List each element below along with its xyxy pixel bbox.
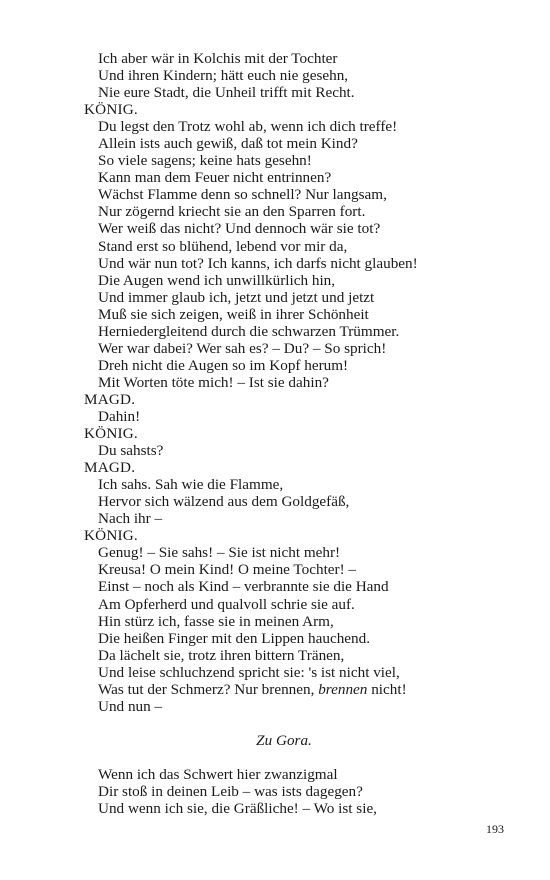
- page-number: 193: [486, 822, 504, 836]
- verse-line: [84, 67, 524, 84]
- verse-line: [84, 203, 524, 220]
- verse-line: [84, 306, 524, 323]
- line-text: Wer weiß das nicht? Und dennoch wär sie tot?: [98, 220, 381, 238]
- verse-line: [84, 544, 524, 561]
- verse-line: [84, 698, 524, 715]
- line-text: Nach ihr –: [98, 510, 163, 528]
- verse-line: [84, 135, 524, 152]
- play-text: [84, 50, 524, 817]
- line-text: Und leise schluchzend spricht sie: 's ist nicht viel,: [98, 663, 400, 681]
- line-text: Wer war dabei? Wer sah es? – Du? – So sprich!: [98, 339, 387, 357]
- verse-line: [84, 118, 524, 135]
- speaker-name: [84, 101, 524, 118]
- verse-line: [84, 152, 524, 169]
- blank-line: [84, 749, 524, 766]
- speaker-name: [84, 391, 524, 408]
- verse-line: [84, 561, 524, 578]
- line-text: Muß sie sich zeigen, weiß in ihrer Schönheit: [98, 305, 369, 323]
- emphasized-word: brennen: [318, 680, 368, 698]
- verse-line: [84, 289, 524, 306]
- line-text: Und wär nun tot? Ich kanns, ich darfs nicht glauben!: [98, 254, 418, 272]
- line-text: Wächst Flamme denn so schnell? Nur langsam,: [98, 186, 387, 204]
- line-text: MAGD.: [84, 459, 136, 477]
- line-text: Hervor sich wälzend aus dem Goldgefäß,: [98, 493, 350, 511]
- verse-line: [84, 800, 524, 817]
- verse-line: [84, 169, 524, 186]
- line-text: Nie eure Stadt, die Unheil trifft mit Recht.: [98, 84, 355, 102]
- verse-line: [84, 681, 524, 698]
- line-text: Nur zögernd kriecht sie an den Sparren fort.: [98, 203, 366, 221]
- verse-line: [84, 596, 524, 613]
- line-text: Einst – noch als Kind – verbrannte sie die Hand: [98, 578, 389, 596]
- line-text: Wenn ich das Schwert hier zwanzigmal: [98, 765, 338, 783]
- line-text: Hin stürz ich, fasse sie in meinen Arm,: [98, 612, 334, 630]
- line-text-end: nicht!: [367, 680, 407, 698]
- verse-line: [84, 664, 524, 681]
- line-text: So viele sagens; keine hats gesehn!: [98, 152, 312, 170]
- verse-line: [84, 578, 524, 595]
- line-text: Genug! – Sie sahs! – Sie ist nicht mehr!: [98, 544, 341, 562]
- verse-line: [84, 357, 524, 374]
- verse-line: [84, 613, 524, 630]
- line-text: Kann man dem Feuer nicht entrinnen?: [98, 169, 332, 187]
- verse-line: [84, 84, 524, 101]
- line-text: Die heißen Finger mit den Lippen hauchend.: [98, 629, 371, 647]
- line-text: Ich aber wär in Kolchis mit der Tochter: [98, 50, 338, 67]
- verse-line: [84, 510, 524, 527]
- line-text: Und nun –: [98, 697, 163, 715]
- line-text: Dreh nicht die Augen so im Kopf herum!: [98, 356, 349, 374]
- verse-line: [84, 220, 524, 237]
- line-text: Was tut der Schmerz? Nur brennen,: [98, 680, 319, 698]
- line-text: Du sahsts?: [98, 442, 164, 460]
- verse-line: [84, 186, 524, 203]
- line-text: Und wenn ich sie, die Gräßliche! – Wo ist sie,: [98, 800, 377, 818]
- line-text: Dir stoß in deinen Leib – was ists dagegen?: [98, 783, 363, 801]
- line-text: KÖNIG.: [84, 527, 138, 545]
- line-text: Die Augen wend ich unwillkürlich hin,: [98, 271, 336, 289]
- line-text: Ich sahs. Sah wie die Flamme,: [98, 476, 284, 494]
- line-text: Und ihren Kindern; hätt euch nie gesehn,: [98, 67, 349, 85]
- line-text: Herniedergleitend durch die schwarzen Trümmer.: [98, 322, 400, 340]
- line-text: Und immer glaub ich, jetzt und jetzt und jetzt: [98, 288, 375, 306]
- line-text: MAGD.: [84, 390, 136, 408]
- blank-line: [84, 715, 524, 732]
- verse-line: [84, 442, 524, 459]
- line-text: Kreusa! O mein Kind! O meine Tochter! –: [98, 561, 357, 579]
- stage-direction: [84, 732, 484, 749]
- verse-line: [84, 493, 524, 510]
- verse-line: [84, 272, 524, 289]
- verse-line: [84, 647, 524, 664]
- line-text: Du legst den Trotz wohl ab, wenn ich dich treffe!: [98, 118, 398, 136]
- verse-line: [84, 408, 524, 425]
- line-text: Dahin!: [98, 407, 141, 425]
- verse-line: [84, 476, 524, 493]
- verse-line: [84, 340, 524, 357]
- speaker-name: [84, 425, 524, 442]
- verse-line: [84, 783, 524, 800]
- verse-line: [84, 766, 524, 783]
- line-text: Zu Gora.: [256, 731, 312, 749]
- line-text: Stand erst so blühend, lebend vor mir da,: [98, 237, 348, 255]
- line-text: Mit Worten töte mich! – Ist sie dahin?: [98, 373, 329, 391]
- verse-line: [84, 630, 524, 647]
- line-text: Am Opferherd und qualvoll schrie sie auf.: [98, 595, 355, 613]
- line-text: KÖNIG.: [84, 425, 138, 443]
- speaker-name: [84, 527, 524, 544]
- verse-line: [84, 255, 524, 272]
- verse-line: [84, 238, 524, 255]
- verse-line: [84, 50, 524, 67]
- line-text: KÖNIG.: [84, 101, 138, 119]
- line-text: Da lächelt sie, trotz ihren bittern Tränen,: [98, 646, 345, 664]
- line-text: Allein ists auch gewiß, daß tot mein Kind?: [98, 135, 358, 153]
- verse-line: [84, 323, 524, 340]
- speaker-name: [84, 459, 524, 476]
- verse-line: [84, 374, 524, 391]
